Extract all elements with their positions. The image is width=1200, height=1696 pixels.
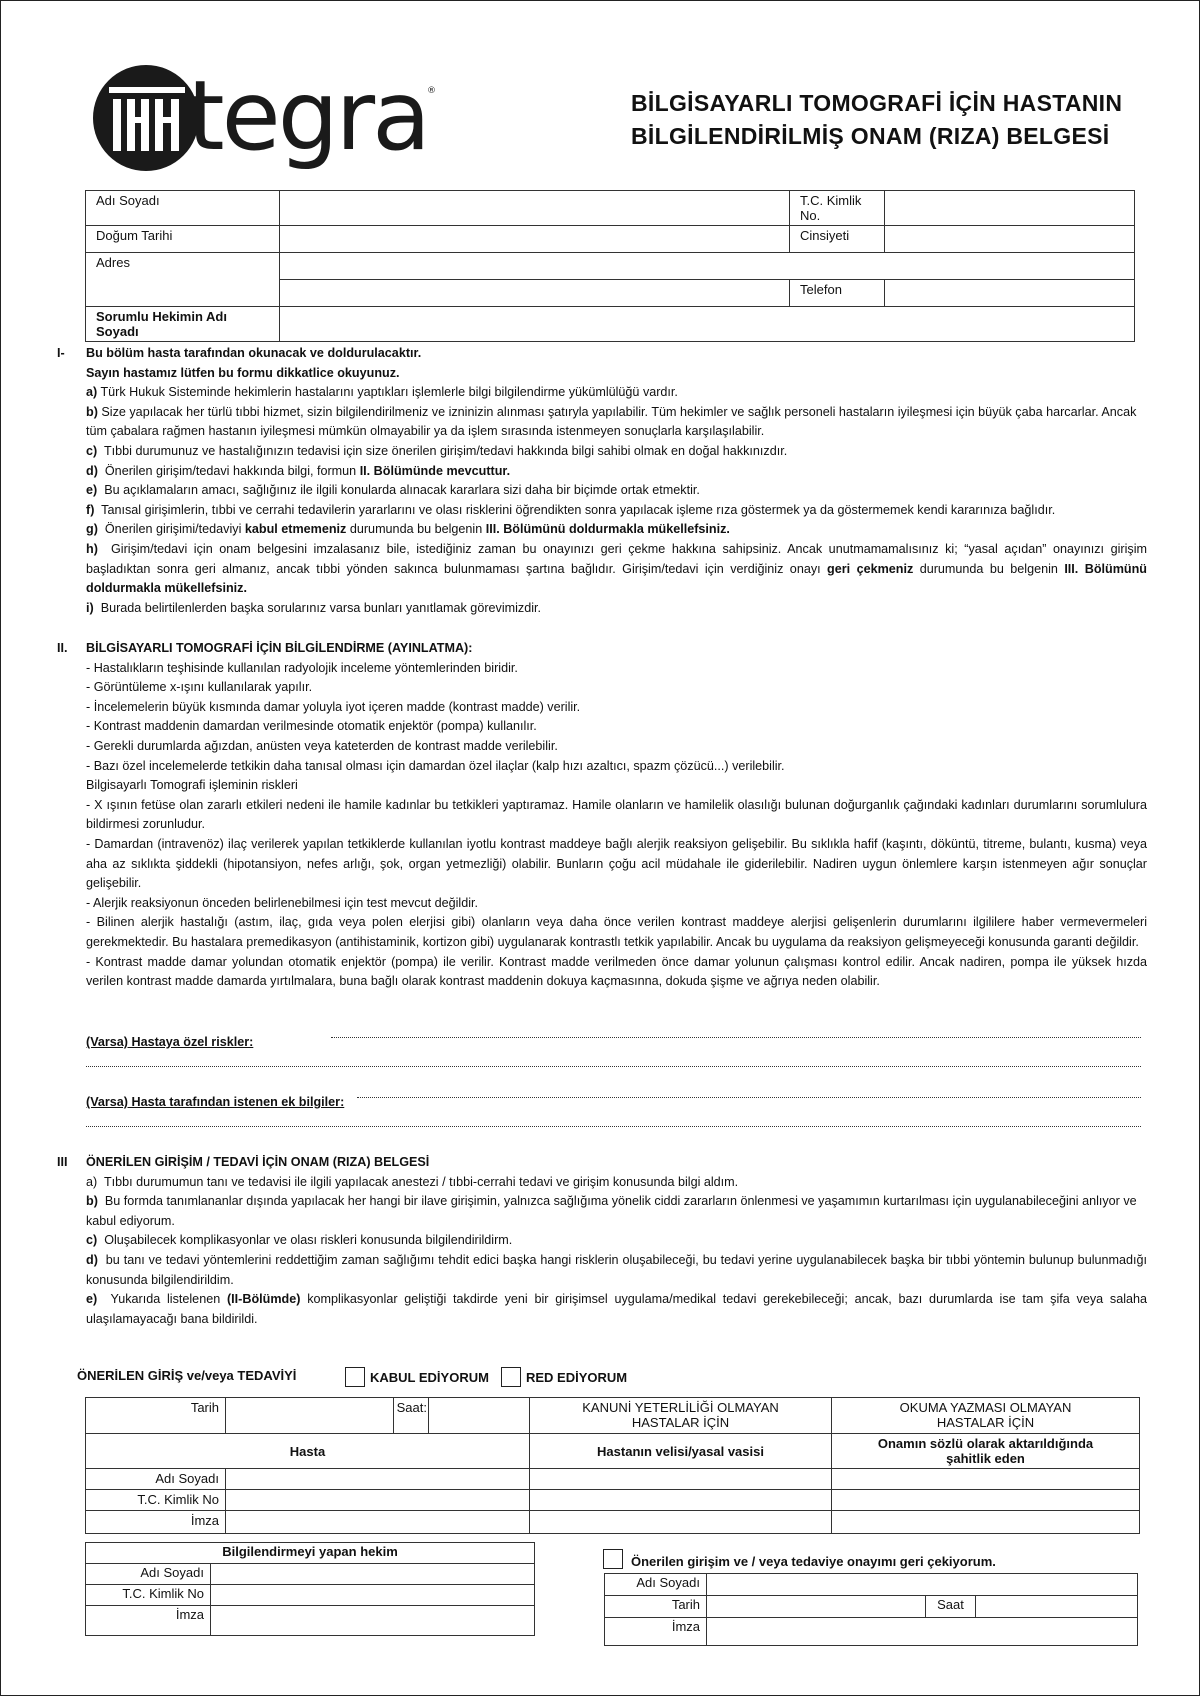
special-risks-line-2[interactable] <box>86 1066 1141 1067</box>
withdraw-table <box>604 1573 1138 1646</box>
section-1-item-d: d) Önerilen girişim/tedavi hakkında bilgi, formun II. Bölümünde mevcuttur. <box>86 463 511 478</box>
withdraw-sign-label: İmza <box>605 1618 707 1646</box>
patient-tc-label: T.C. Kimlik No <box>86 1490 226 1511</box>
title-line-1: BİLGİSAYARLI TOMOGRAFİ İÇİN HASTANIN <box>631 90 1123 116</box>
withdraw-time-label: Saat <box>926 1596 976 1618</box>
special-risks-label: (Varsa) Hastaya özel riskler: <box>86 1035 254 1049</box>
guardian-name-field[interactable] <box>530 1469 832 1490</box>
section-1-item-b: b) Size yapılacak her türlü tıbbi hizmet, sizin bilgilendirilmeniz ve izninizin alınması şatıryla yapılabilir. Tüm hekimler ve sağlık personeli hastaların iyileşmesi için büyük çaba harcarlar. Ancak tüm çabalara rağmen hastanın iyileşmesi mümkün olmayabilir ya da işlem sırasında istenmeyen sonuçlarla karşılaşılabilir. <box>86 404 1137 439</box>
patient-info-table <box>85 190 1135 342</box>
section-1-item-h: h) Girişim/tedavi için onam belgesini imzalasanız bile, istediğiniz zaman bu onayınızı geri çekme hakkına sahipsiniz. Ancak unutmamamalısınız ki; “yasal açıdan” onayınızı girişim başladıktan sonra geri almanız, ancak tıbbi yönden sakınca bulunmaması şartına bağlıdır. Girişim/tedavi için verdiğiniz onayı geri çekmeniz durumunda bu belgenin III. Bölümünü doldurmakla mükellefsiniz. <box>86 541 1147 596</box>
withdraw-label: Önerilen girişim ve / veya tedaviye onayımı geri çekiyorum. <box>631 1554 996 1569</box>
doctor-name-field[interactable] <box>211 1564 535 1585</box>
patient-tc-field[interactable] <box>226 1490 530 1511</box>
section-2-line: - Görüntüleme x-ışını kullanılarak yapılır. <box>86 680 313 695</box>
section-2-line: - Hastalıkların teşhisinde kullanılan radyolojik inceleme yöntemlerinden biridir. <box>86 660 518 675</box>
witness-tc-field[interactable] <box>832 1490 1140 1511</box>
time-field[interactable] <box>429 1398 530 1434</box>
gender-label: Cinsiyeti <box>790 226 885 253</box>
withdraw-name-label: Adı Soyadı <box>605 1574 707 1596</box>
accept-checkbox[interactable] <box>345 1367 365 1387</box>
phone-label: Telefon <box>790 280 885 307</box>
section-2-line: - Alerjik reaksiyonun önceden belirlenebilmesi için test mevcut değildir. <box>86 895 478 910</box>
section-2-line: - İncelemelerin büyük kısmında damar yoluyla iyot içeren madde (kontrast madde) verilir. <box>86 699 581 714</box>
name-field[interactable] <box>280 191 790 226</box>
section-2-number: II. <box>57 641 68 655</box>
guardian-tc-field[interactable] <box>530 1490 832 1511</box>
integra-logo <box>89 61 489 176</box>
address-field[interactable] <box>280 253 1135 280</box>
time-label: Saat: <box>394 1398 429 1434</box>
section-1-number: I- <box>57 346 65 360</box>
section-1-item-i: i) Burada belirtilenlerden başka sorularınız varsa bunları yanıtlamak görevimizdir. <box>86 600 541 615</box>
tc-field[interactable] <box>885 191 1135 226</box>
section-1-item-e: e) Bu açıklamaların amacı, sağlığınız ile ilgili konularda alınacak kararlara sizi daha bir biçimde ortak etmektir. <box>86 483 700 498</box>
section-1-item-g: g) Önerilen girişimi/tedaviyi kabul etmemeniz durumunda bu belgenin III. Bölümünü doldurmakla mükellefsiniz. <box>86 522 730 537</box>
withdraw-sign-field[interactable] <box>707 1618 1138 1646</box>
section-2-line: - Bilinen alerjik hastalığı (astım, ilaç, gıda veya polen elerjisi gibi) olanların veya daha önce verilen kontrast maddeye alerjisi gelişenlerin durumlarını ilgililere haber vermevermeleri gerekmektedir. Bu hastalara premedikasyon (antihistaminik, kortizon gibi) uygulanarak kontrastlı tetkik yapılabilir. Ancak bu uygulama da reaksiyon gelişmeyeceği konusunda garanti değildir. <box>86 915 1147 949</box>
section-1-item-a: a) Türk Hukuk Sisteminde hekimlerin hastalarını yaptıkları işlemlerle bilgi bilgilendirme yükümlülüğü vardır. <box>86 385 678 400</box>
section-3-item-b: b) Bu formda tanımlananlar dışında yapılacak her hangi bir ilave girişimin, yalnızca sağlığıma yönelik ciddi zararların önlenmesi ve yaşamımın kurtarılması için uygulanabileceğini anlıyor ve kabul ediyorum. <box>86 1194 1137 1228</box>
section-2-line: - Gerekli durumlarda ağızdan, anüsten veya kateterden de kontrast madde verilebilir. <box>86 738 558 753</box>
patient-name-field[interactable] <box>226 1469 530 1490</box>
doctor-tc-field[interactable] <box>211 1585 535 1606</box>
title-line-2: BİLGİLENDİRİLMİŞ ONAM (RIZA) BELGESİ <box>631 123 1110 149</box>
patient-sign-field[interactable] <box>226 1511 530 1534</box>
reject-label: RED EDİYORUM <box>526 1370 628 1385</box>
patient-name-label: Adı Soyadı <box>86 1469 226 1490</box>
name-label: Adı Soyadı <box>86 191 280 226</box>
phone-field[interactable] <box>885 280 1135 307</box>
form-title <box>631 87 1131 153</box>
section-3-number: III <box>57 1155 68 1169</box>
consent-choice-row <box>77 1368 296 1383</box>
registered-mark: ® <box>427 86 436 96</box>
withdraw-time-field[interactable] <box>976 1596 1138 1618</box>
doctor-table-header: Bilgilendirmeyi yapan hekim <box>86 1543 535 1564</box>
patient-column-header: Hasta <box>86 1434 530 1469</box>
extra-info-label: (Varsa) Hasta tarafından istenen ek bilgiler: <box>86 1095 345 1109</box>
gender-field[interactable] <box>885 226 1135 253</box>
birth-field[interactable] <box>280 226 790 253</box>
section-2-line: - Kontrast maddenin damardan verilmesinde otomatik enjektör (pompa) kullanılır. <box>86 719 537 734</box>
section-3-item-d: d) bu tanı ve tedavi yöntemlerini reddettiğim zaman sağlığımı tehdit edici başka hangi risklerin oluşabileceği, bu tedavi yerine uygulanabilecek başka bir tıbbi yöntemin bulunup bulunmadığı konusunda bilgilendirildim. <box>86 1252 1148 1287</box>
section-2-risk-title: Bilgisayarlı Tomografi işleminin riskleri <box>86 778 298 793</box>
guardian-sign-field[interactable] <box>530 1511 832 1534</box>
address-field-2[interactable] <box>280 280 790 307</box>
accept-label: KABUL EDİYORUM <box>370 1370 489 1385</box>
signature-table <box>85 1397 1140 1534</box>
special-risks-line[interactable] <box>331 1037 1141 1038</box>
doctor-tc-label: T.C. Kimlik No <box>86 1585 211 1606</box>
section-1 <box>57 344 1147 618</box>
guardian-header: KANUNİ YETERLİLİĞİ OLMAYAN HASTALAR İÇİN <box>530 1398 832 1434</box>
section-2-line: - Kontrast madde damar yolundan otomatik enjektör (pompa) ile verilir. Kontrast madde verilmeden önce damar yolunun çalışması kontrol edilir. Ancak nadiren, pompa ile yüksek hızda verilen kontrast madde damarda yırtılmalara, buna bağlı olarak kontrast maddenin dokuya kaçmasınna, dokuda şişme ve ağrıya neden olabilir. <box>86 954 1147 989</box>
section-1-item-f: f) Tanısal girişimlerin, tıbbi ve cerrahi tedavilerin yararlarını ve olası risklerini öğrendikten sonra yapılacak işleme rıza göstermek ya da göstermemek kendi kararınıza bağlıdır. <box>86 502 1056 517</box>
extra-info-line-2[interactable] <box>86 1126 1141 1127</box>
date-label: Tarih <box>86 1398 226 1434</box>
witness-column-header: Onamın sözlü olarak aktarıldığında şahitlik eden <box>832 1434 1140 1469</box>
section-3-item-e: e) Yukarıda listelenen (II-Bölümde) komplikasyonlar geliştiği takdirde yeni bir girişimsel uygulama/medikal tedavi gerekebileceği; ancak, bazı durumlarda ise tam şifa veya salaha ulaşılamayacağı bana bildirildi. <box>86 1292 1148 1326</box>
withdraw-checkbox[interactable] <box>603 1549 623 1569</box>
address-label: Adres <box>86 253 280 307</box>
withdraw-date-label: Tarih <box>605 1596 707 1618</box>
logo-wordmark: tegra <box>187 61 428 172</box>
withdraw-date-field[interactable] <box>707 1596 926 1618</box>
doctor-field[interactable] <box>280 307 1135 342</box>
doctor-name-label: Adı Soyadı <box>86 1564 211 1585</box>
section-3-item-c: c) Oluşabilecek komplikasyonlar ve olası riskleri konusunda bilgilendirildirm. <box>86 1233 513 1248</box>
section-3-heading: ÖNERİLEN GİRİŞİM / TEDAVİ İÇİN ONAM (RIZA) BELGESİ <box>86 1155 430 1169</box>
patient-sign-label: İmza <box>86 1511 226 1534</box>
section-3-item-a: a) Tıbbı durumumun tanı ve tedavisi ile ilgili yapılacak anestezi / tıbbi-cerrahi tedavi ve girişim konusunda bilgi aldım. <box>86 1174 739 1189</box>
section-1-heading: Bu bölüm hasta tarafından okunacak ve doldurulacaktır. <box>86 346 422 360</box>
doctor-table <box>85 1542 535 1636</box>
doctor-label: Sorumlu Hekimin Adı Soyadı <box>86 307 280 342</box>
section-1-subheading: Sayın hastamız lütfen bu formu dikkatlice okuyunuz. <box>86 365 400 380</box>
section-2 <box>57 639 1147 992</box>
section-3 <box>57 1153 1147 1329</box>
tc-label: T.C. Kimlik No. <box>790 191 885 226</box>
doctor-sign-field[interactable] <box>211 1606 535 1636</box>
illiterate-header: OKUMA YAZMASI OLMAYAN HASTALAR İÇİN <box>832 1398 1140 1434</box>
section-2-line: - Damardan (intravenöz) ilaç verilerek yapılan tetkiklerde kullanılan iyotlu kontrast maddeye bağlı alerjik reaksiyon gelişebilir. Bu sıklıkla hafif (kaşıntı, döküntü, titreme, bulantı, kusma) veya aha az sıklıkta şiddekli (hipotansiyon, nefes arlığı, şok, organ yetmezliği) olabilir. Bunların çoğu acil müdahale ile giderilebilir. Nadiren uygun önlemlere karşın istenmeyen ağır sonuçlar gelişebilir. <box>86 836 1147 891</box>
consent-label: ÖNERİLEN GİRİŞ ve/veya TEDAVİYİ <box>77 1368 297 1383</box>
extra-info-line[interactable] <box>357 1097 1141 1098</box>
witness-sign-field[interactable] <box>832 1511 1140 1534</box>
withdraw-name-field[interactable] <box>707 1574 1138 1596</box>
doctor-sign-label: İmza <box>86 1606 211 1636</box>
reject-checkbox[interactable] <box>501 1367 521 1387</box>
date-field[interactable] <box>226 1398 394 1434</box>
section-2-line: - X ışının fetüse olan zararlı etkileri nedeni ile hamile kadınlar bu tetkikleri yaptıramaz. Hamile olanların ve hamilelik olasılığı bulunan doğurganlık çağındaki kadınları durumlarını sorumlulura bildirmesi zorunludur. <box>86 797 1147 832</box>
section-1-item-c: c) Tıbbi durumunuz ve hastalığınızın tedavisi için size önerilen girişim/tedavi hakkında bilgi sahibi olmak en doğal hakkınızdır. <box>86 443 788 458</box>
section-2-line: - Bazı özel incelemelerde tetkikin daha tanısal olması için damardan özel ilaçlar (kalp hızı azaltıcı, spazm çözücü...) verilebilir. <box>86 758 785 773</box>
witness-name-field[interactable] <box>832 1469 1140 1490</box>
section-2-heading: BİLGİSAYARLI TOMOGRAFİ İÇİN BİLGİLENDİRME (AYINLATMA): <box>86 641 473 655</box>
birth-label: Doğum Tarihi <box>86 226 280 253</box>
guardian-column-header: Hastanın velisi/yasal vasisi <box>530 1434 832 1469</box>
